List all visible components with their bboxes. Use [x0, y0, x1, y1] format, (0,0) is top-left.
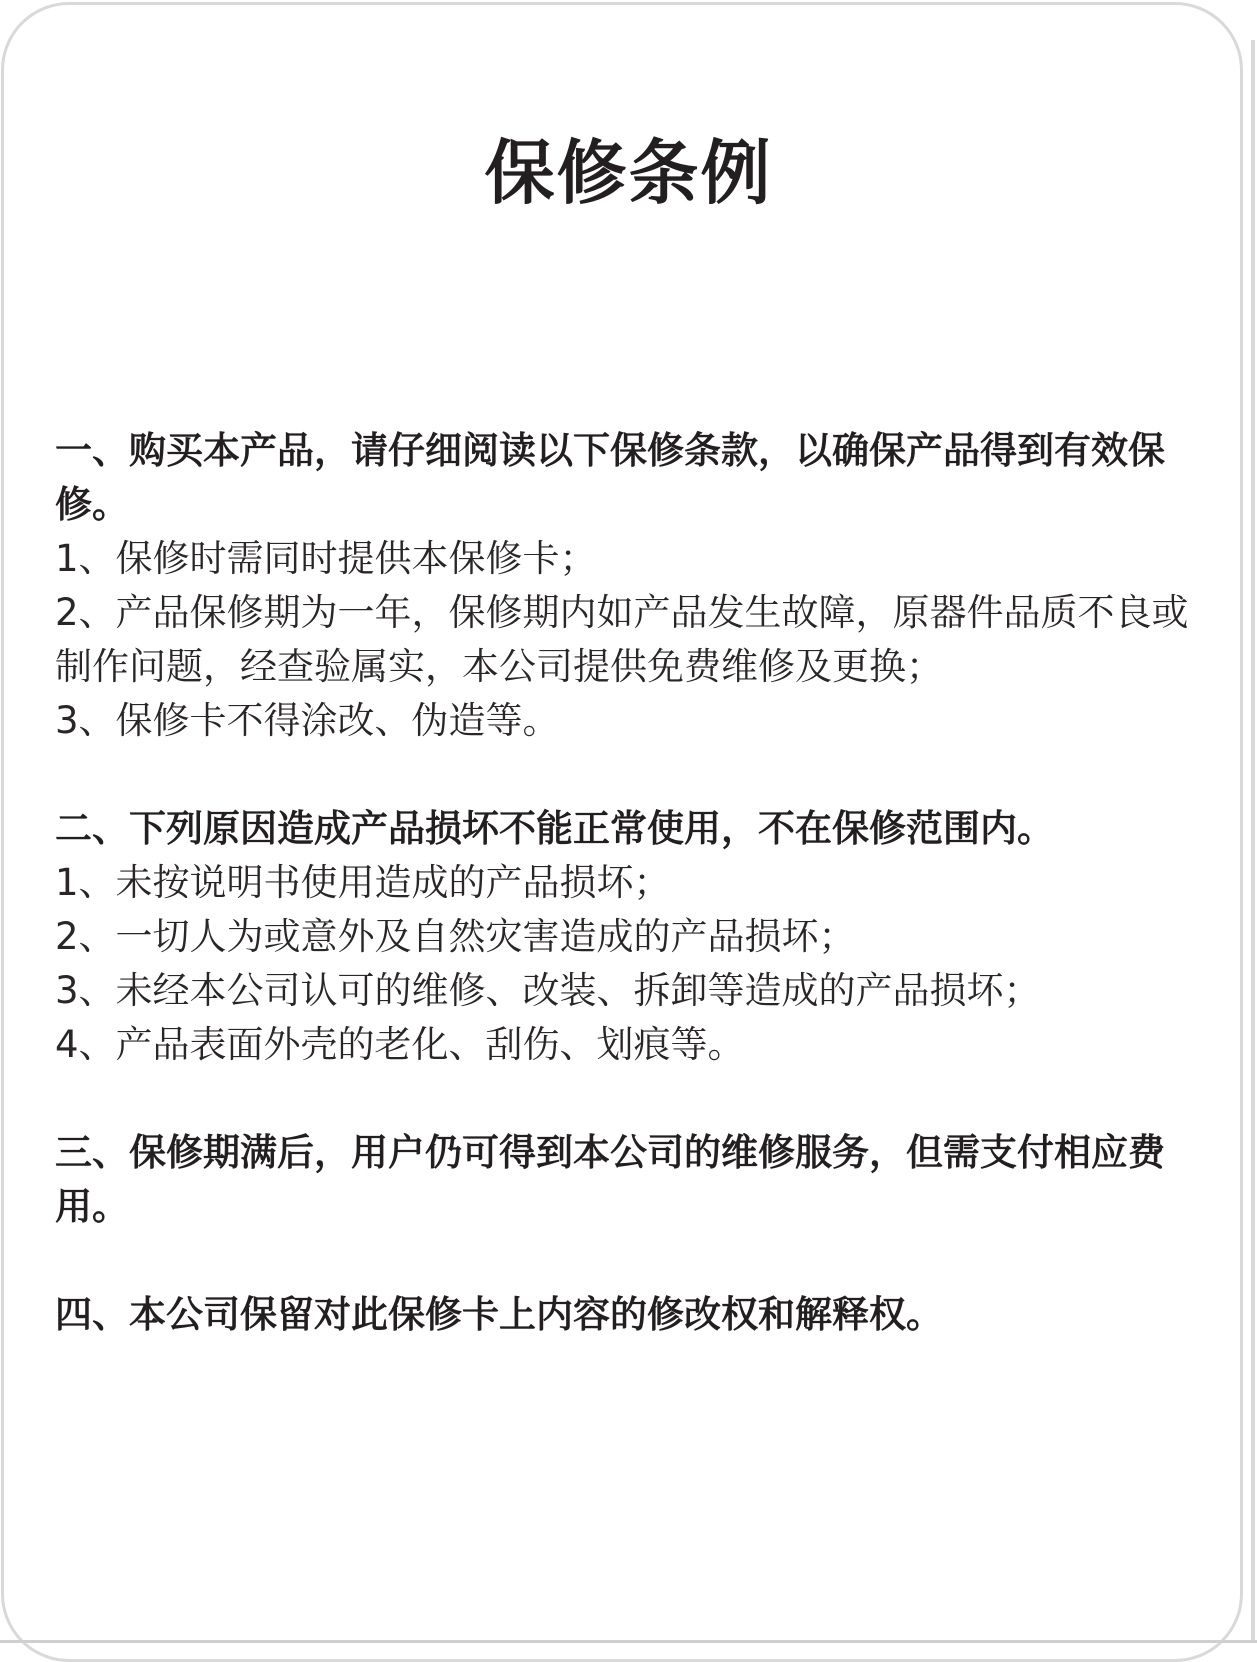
section-heading: 四、本公司保留对此保修卡上内容的修改权和解释权。 — [55, 1293, 943, 1336]
section-spacer — [55, 748, 1205, 802]
section-4 — [55, 1288, 1205, 1342]
section-3 — [55, 1126, 1205, 1234]
section-heading: 一、购买本产品，请仔细阅读以下保修条款，以确保产品得到有效保修。 — [55, 429, 1165, 526]
list-item: 2、一切人为或意外及自然灾害造成的产品损坏； — [55, 915, 856, 958]
list-item: 1、未按说明书使用造成的产品损坏； — [55, 861, 671, 904]
section-spacer — [55, 1234, 1205, 1288]
list-item: 4、产品表面外壳的老化、刮伤、划痕等。 — [55, 1023, 745, 1066]
list-item: 3、保修卡不得涂改、伪造等。 — [55, 699, 560, 742]
list-item: 2、产品保修期为一年，保修期内如产品发生故障，原器件品质不良或制作问题，经查验属实，本公司提供免费维修及更换； — [55, 591, 1189, 688]
section-1 — [55, 424, 1205, 748]
right-edge-divider — [1251, 40, 1255, 1643]
list-item: 1、保修时需同时提供本保修卡； — [55, 537, 597, 580]
section-2 — [55, 802, 1205, 1072]
list-item: 3、未经本公司认可的维修、改装、拆卸等造成的产品损坏； — [55, 969, 1041, 1012]
section-heading: 三、保修期满后，用户仍可得到本公司的维修服务，但需支付相应费用。 — [55, 1131, 1165, 1228]
page-title: 保修条例 — [484, 132, 773, 214]
section-spacer — [55, 1072, 1205, 1126]
warranty-terms — [55, 424, 1205, 1342]
section-heading: 二、下列原因造成产品损坏不能正常使用，不在保修范围内。 — [55, 807, 1054, 850]
